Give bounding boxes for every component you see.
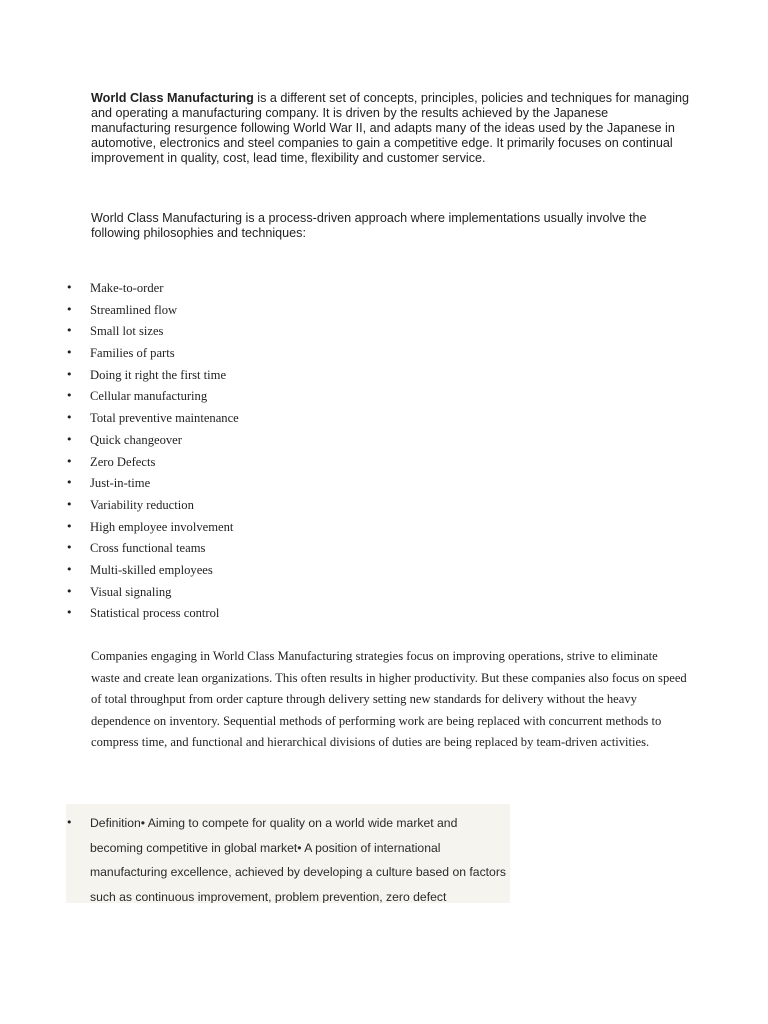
bullet-icon: • — [66, 389, 73, 403]
intro-bold-term: World Class Manufacturing — [91, 91, 254, 105]
bullet-icon: • — [66, 476, 73, 490]
bullet-icon: • — [66, 497, 73, 511]
list-item — [66, 321, 239, 343]
list-item-label: Make-to-order — [90, 281, 164, 295]
list-item — [66, 278, 239, 300]
bullet-icon: • — [66, 454, 73, 468]
bullet-icon: • — [66, 346, 73, 360]
list-item-label: Variability reduction — [90, 497, 194, 512]
list-item-label: Visual signaling — [90, 584, 172, 599]
definition-text: Definition• Aiming to compete for quality on a world wide market and becoming competitive in global market• A position of international manufacturing excellence, achieved by developing a culture based on factors such as continuous improvement, problem prevention, zero defect — [90, 816, 506, 903]
list-item-label: Zero Defects — [90, 454, 156, 469]
list-item — [66, 408, 239, 430]
list-item — [66, 517, 239, 539]
intro-paragraph — [91, 91, 691, 166]
bullet-icon: • — [66, 606, 73, 620]
list-item — [66, 538, 239, 560]
list-item — [66, 343, 239, 365]
list-item-label: Streamlined flow — [90, 302, 178, 317]
bullet-icon: • — [66, 584, 73, 598]
list-item — [66, 452, 239, 474]
list-item-label: Just-in-time — [90, 476, 151, 491]
list-item — [66, 560, 239, 582]
list-item — [66, 582, 239, 604]
list-item — [66, 603, 239, 625]
bullet-icon: • — [66, 411, 73, 425]
list-item — [66, 473, 239, 495]
list-item-label: Statistical process control — [90, 606, 220, 621]
bullet-icon: • — [66, 562, 73, 576]
bullet-icon: • — [66, 541, 73, 555]
list-item-label: Total preventive maintenance — [90, 411, 239, 426]
list-item — [66, 430, 239, 452]
bullet-icon: • — [66, 324, 73, 338]
list-item-label: Multi-skilled employees — [90, 562, 213, 577]
list-item-label: Cross functional teams — [90, 541, 206, 556]
list-item-label: Families of parts — [90, 346, 175, 361]
definition-box — [66, 804, 510, 903]
intro-text: is a different set of concepts, principles, policies and techniques for managing and operating a manufacturing company. It is driven by the results achieved by the Japanese manufacturing resurgence following World War II, and adapts many of the ideas used by the Japanese in automotive, electronics and steel companies to gain a competitive edge. It primarily focuses on continual improvement in quality, cost, lead time, flexibility and customer service. — [91, 91, 690, 165]
list-item — [66, 300, 239, 322]
bullet-icon: • — [66, 367, 73, 381]
list-item-label: Small lot sizes — [90, 324, 164, 339]
list-item — [66, 365, 239, 387]
list-item — [66, 386, 239, 408]
list-item — [66, 495, 239, 517]
companies-paragraph: Companies engaging in World Class Manufacturing strategies focus on improving operations, strive to eliminate waste and create lean organizations. This often results in higher productivity. But these companies also focus on speed of total throughput from order capture through delivery setting new standards for delivery without the heavy dependence on inventory. Sequential methods of performing work are being replaced with concurrent methods to compress time, and functional and hierarchical divisions of duties are being replaced by team-driven activities. — [91, 649, 687, 750]
list-item-label: Doing it right the first time — [90, 367, 227, 382]
bullet-icon: • — [66, 432, 73, 446]
bullet-icon: • — [66, 281, 73, 294]
list-item-label: High employee involvement — [90, 519, 234, 534]
list-item-label: Quick changeover — [90, 432, 182, 447]
bullet-icon: • — [66, 302, 73, 316]
bullet-icon: • — [66, 519, 73, 533]
techniques-list — [66, 278, 239, 625]
approach-paragraph: World Class Manufacturing is a process-driven approach where implementations usually involve the following philosophies and techniques: — [91, 211, 647, 240]
list-item-label: Cellular manufacturing — [90, 389, 208, 404]
definition-bullet: • — [66, 816, 73, 829]
